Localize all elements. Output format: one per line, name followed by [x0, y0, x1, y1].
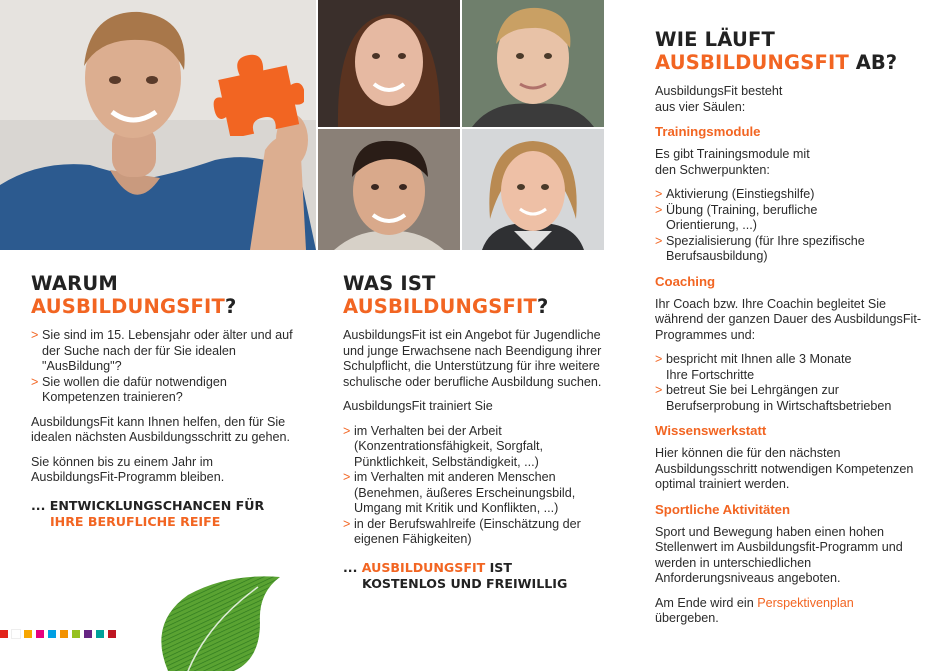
list-item: > Sie sind im 15. Lebensjahr oder älter und auf der Suche nach der für Sie idealen "AusBildung"? [31, 328, 293, 375]
wie-laeuft-intro: AusbildungsFit besteht aus vier Säulen: [655, 84, 783, 114]
closing-text: Am Ende wird ein Perspektivenplan übergeben. [655, 595, 854, 625]
warum-paragraph-2: Sie können bis zu einem Jahr im AusbildungsFit-Programm bleiben. [31, 454, 225, 484]
column-warum [31, 272, 293, 530]
leaf-icon [148, 573, 280, 671]
list-item: > Übung (Training, berufliche Orientierung, ...) [655, 203, 845, 234]
color-swatch [72, 630, 80, 638]
puzzle-piece-icon [212, 48, 304, 136]
trainingsmodule-text: Es gibt Trainingsmodule mit den Schwerpunkten: [655, 147, 810, 177]
was-ist-bullet-list [343, 424, 608, 548]
list-item: > Sie wollen die dafür notwendigen Kompetenzen trainieren? [31, 375, 293, 406]
list-item: > im Verhalten mit anderen Menschen (Benehmen, äußeres Erscheinungsbild, Umgang mit Kritik und Konflikten, ...) [343, 470, 608, 517]
color-swatch [96, 630, 104, 638]
was-ist-paragraph-1: AusbildungsFit ist ein Angebot für Jugendliche und junge Erwachsene nach Beendigung ihrer Schulpflicht, die Unterstützung für ihre weitere schulische oder berufliche Ausbildung suchen. [343, 328, 602, 389]
subheading-wissenswerkstatt: Wissenswerkstatt [655, 423, 767, 438]
column-wie-laeuft [655, 28, 925, 627]
photo-dark-haired-boy [318, 129, 460, 250]
was-ist-paragraph-2: AusbildungsFit trainiert Sie [343, 399, 493, 413]
list-item: > betreut Sie bei Lehrgängen zur Berufserprobung in Wirtschaftsbetrieben [655, 383, 925, 414]
subheading-coaching: Coaching [655, 273, 716, 289]
subheading-sportliche-aktivitaeten: Sportliche Aktivitäten [655, 501, 791, 517]
color-swatch [36, 630, 44, 638]
color-swatch [0, 630, 8, 638]
color-swatch [60, 630, 68, 638]
perspektivenplan-link[interactable]: Perspektivenplan [757, 595, 854, 610]
list-item: > im Verhalten bei der Arbeit (Konzentrationsfähigkeit, Sorgfalt, Pünktlichkeit, Selbständigkeit, ...) [343, 424, 608, 471]
heading-warum: WARUM AUSBILDUNGSFIT? [31, 272, 237, 318]
photo-young-woman [462, 129, 604, 250]
warum-tagline: ... ENTWICKLUNGSCHANCEN FÜR IHRE BERUFLICHE REIFE [31, 497, 265, 529]
warum-bullet-list [31, 328, 293, 406]
color-swatch [108, 630, 116, 638]
list-item: > Aktivierung (Einstiegshilfe) [655, 187, 925, 203]
wissenswerkstatt-text: Hier können die für den nächsten Ausbildungsschritt notwendigen Kompetenzen optimal trainiert werden. [655, 446, 914, 491]
photo-blond-teen [462, 0, 604, 127]
photo-girl-smiling [318, 0, 460, 127]
column-was-ist [343, 272, 608, 592]
coaching-text: Ihr Coach bzw. Ihre Coachin begleitet Sie während der ganzen Dauer des AusbildungsFit-Programmes und: [655, 296, 922, 342]
photo-young-man-with-puzzle [0, 0, 316, 250]
heading-wie-laeuft: WIE LÄUFT AUSBILDUNGSFIT AB? [655, 28, 898, 74]
color-swatch [84, 630, 92, 638]
sport-text: Sport und Bewegung haben einen hohen Stellenwert im Ausbildungsfit-Programm und werden in unterschiedlichen Anforderungsniveaus angeboten. [655, 524, 903, 585]
list-item: > Spezialisierung (für Ihre spezifische Berufsausbildung) [655, 234, 887, 265]
was-ist-tagline: ... AUSBILDUNGSFIT IST KOSTENLOS UND FREIWILLIG [343, 559, 568, 591]
list-item: > in der Berufswahlreife (Einschätzung der eigenen Fähigkeiten) [343, 517, 608, 548]
list-item: > bespricht mit Ihnen alle 3 Monate Ihre Fortschritte [655, 352, 875, 383]
warum-paragraph-1: AusbildungsFit kann Ihnen helfen, den für Sie idealen nächsten Ausbildungsschritt zu gehen. [31, 414, 291, 444]
color-swatch-strip [0, 630, 120, 638]
trainingsmodule-bullet-list [655, 187, 925, 265]
heading-was-ist: WAS IST AUSBILDUNGSFIT? [343, 272, 549, 318]
color-swatch [48, 630, 56, 638]
color-swatch [24, 630, 32, 638]
coaching-bullet-list [655, 352, 925, 414]
color-swatch [12, 630, 20, 638]
subheading-trainingsmodule: Trainingsmodule [655, 124, 761, 139]
